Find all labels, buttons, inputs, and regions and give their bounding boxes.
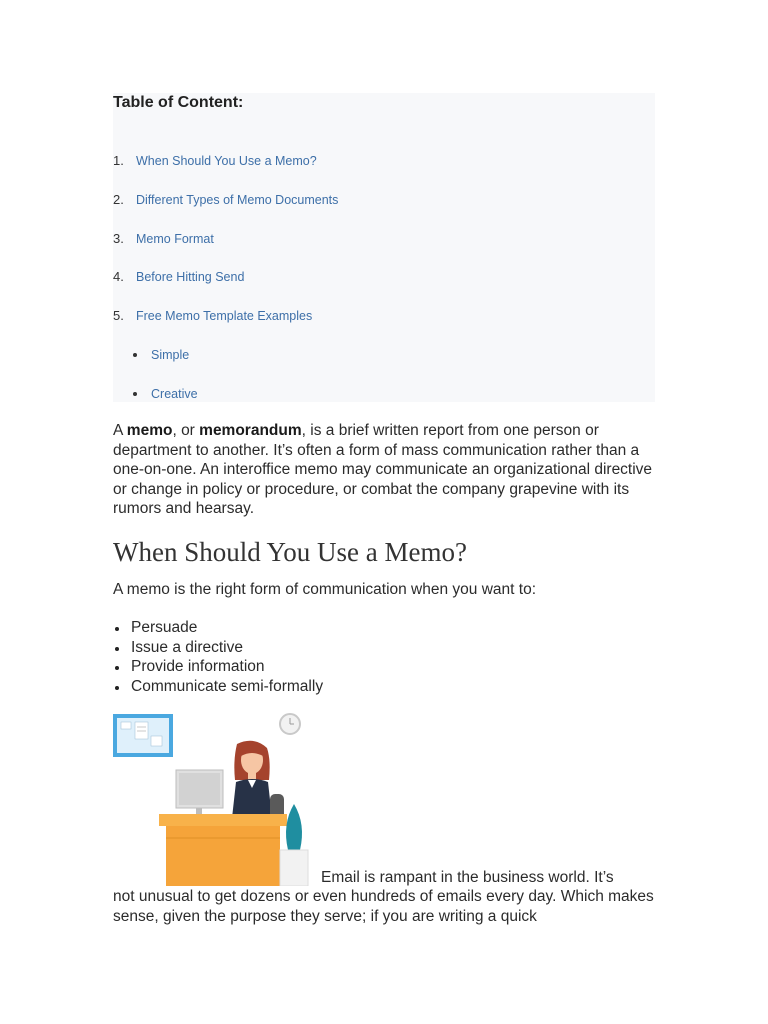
toc-item-4	[113, 268, 244, 286]
desk-icon	[159, 814, 287, 886]
toc-item-3	[113, 230, 214, 248]
toc-link-when-to-use[interactable]: When Should You Use a Memo?	[136, 154, 317, 168]
toc-link-templates[interactable]: Free Memo Template Examples	[136, 309, 313, 323]
intro-text: , or	[172, 422, 200, 439]
toc-item-2	[113, 191, 338, 209]
toc-link-types[interactable]: Different Types of Memo Documents	[136, 193, 339, 207]
closing-paragraph: not unusual to get dozens or even hundreds of emails every day. Which makes sense, given the purpose they serve; if you are writing a quick	[113, 888, 654, 925]
toc-title: Table of Content:	[113, 94, 244, 111]
intro-paragraph	[113, 421, 661, 519]
toc-item-5	[113, 307, 312, 325]
bullet-icon	[133, 353, 137, 357]
computer-monitor-icon	[176, 770, 223, 817]
list-item: Provide information	[113, 657, 323, 677]
toc-item-number: 1.	[113, 153, 124, 168]
bulletin-board-icon	[113, 714, 173, 757]
intro-text: , is a brief written report from one person or department to another. It’s often a form of mass communication rather than a one-on-one. An interoffice memo may communicate an organizational directive or change in policy or procedure, or combat the company grapevine with its rumors and hearsay.	[113, 422, 653, 518]
list-item: Persuade	[113, 618, 323, 638]
woman-figure-icon	[232, 741, 284, 820]
toc-item-number: 3.	[113, 231, 124, 246]
toc-item-1	[113, 152, 317, 170]
list-item: Communicate semi-formally	[113, 677, 323, 697]
intro-text: A	[113, 422, 127, 439]
office-illustration	[112, 708, 320, 886]
toc-link-simple[interactable]: Simple	[151, 348, 190, 362]
toc-item-number: 4.	[113, 269, 124, 284]
section-lead: A memo is the right form of communication when you want to:	[113, 581, 536, 598]
toc-link-creative[interactable]: Creative	[151, 387, 198, 401]
toc-link-format[interactable]: Memo Format	[136, 232, 214, 246]
table-of-contents	[113, 93, 655, 402]
intro-bold-memorandum: memorandum	[199, 422, 302, 439]
clock-icon	[280, 714, 300, 734]
closing-first-line: Email is rampant in the business world. It’s	[321, 869, 614, 886]
bullet-list	[113, 618, 323, 696]
intro-bold-memo: memo	[126, 422, 173, 439]
toc-subitem-simple	[133, 346, 189, 364]
list-item: Issue a directive	[113, 638, 323, 658]
section-heading: When Should You Use a Memo?	[113, 537, 467, 567]
toc-item-number: 5.	[113, 308, 124, 323]
bullet-icon	[133, 392, 137, 396]
toc-item-number: 2.	[113, 192, 124, 207]
toc-subitem-creative	[133, 385, 198, 403]
toc-link-before-send[interactable]: Before Hitting Send	[136, 270, 245, 284]
